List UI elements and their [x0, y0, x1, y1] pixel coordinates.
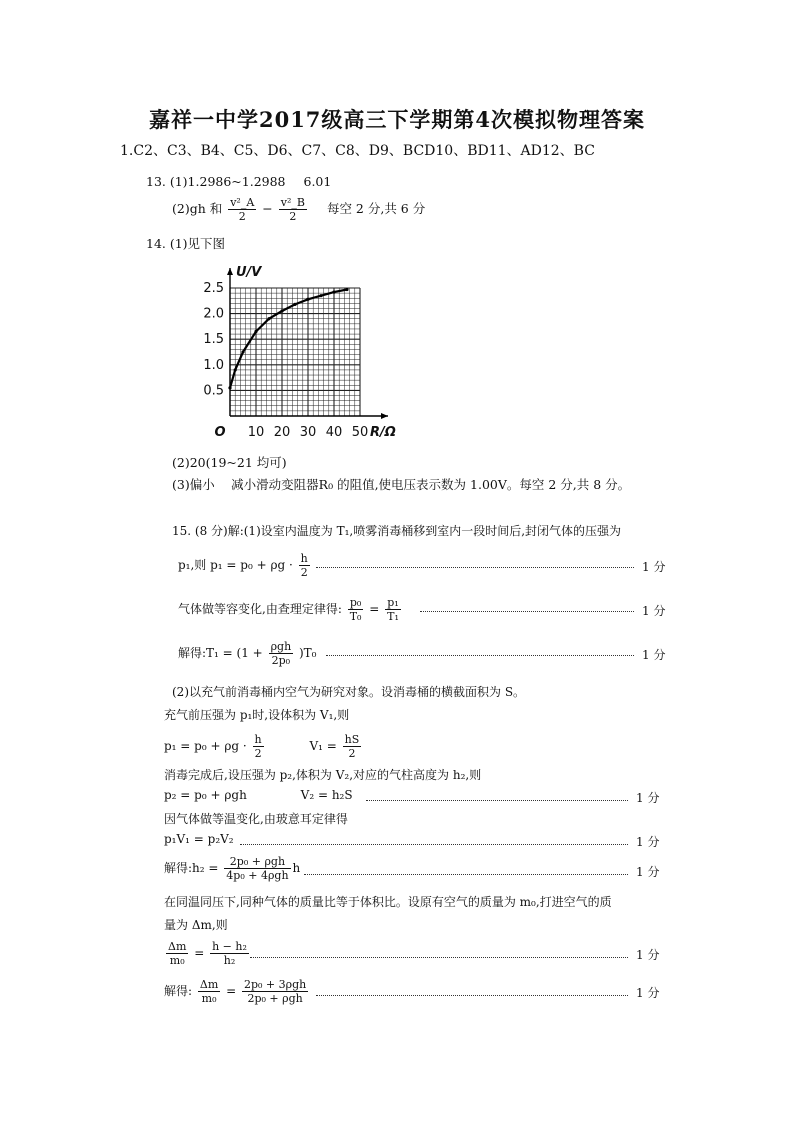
q15-line16-b-den: 2p₀ + ρgh [247, 992, 303, 1005]
q15-line2-den: 2 [300, 566, 308, 579]
q13-part1-value: 6.01 [303, 174, 332, 189]
q15-line15-equals: = [194, 946, 205, 960]
q15-line2-num: h [300, 552, 308, 565]
leader-dots [240, 844, 628, 845]
x-tick-label: 20 [273, 425, 291, 440]
q15-line7-v-fraction [343, 733, 362, 760]
q15-line14: 量为 Δm,则 [164, 918, 228, 932]
leader-dots [316, 567, 634, 568]
q13-fraction-b-den: 2 [289, 210, 297, 223]
q15-line5: (2)以充气前消毒桶内空气为研究对象。设消毒桶的横截面积为 S。 [172, 685, 526, 699]
origin-label: O [214, 425, 226, 440]
x-tick-label: 40 [325, 425, 343, 440]
q15-line7-num: h [254, 733, 262, 746]
q15-line3-a-den: T₀ [349, 610, 362, 623]
q15-line16-fraction-a [198, 978, 220, 1005]
q13-part1-label: 13. (1)1.2986~1.2988 [146, 174, 286, 189]
q15-line4 [178, 640, 316, 667]
q15-line12-num: 2p₀ + ρgh [224, 855, 290, 869]
q15-line9 [164, 788, 353, 802]
q13-fraction-a-den: 2 [238, 210, 246, 223]
point-label: 1 分 [642, 648, 666, 662]
q15-line2 [178, 552, 312, 579]
q15-line12-fraction [224, 855, 290, 882]
x-tick-label: 30 [299, 425, 317, 440]
q15-line3-fraction-a [348, 596, 364, 623]
q13-minus: − [262, 201, 273, 216]
q15-line15-fraction-a [166, 940, 188, 967]
q15-line8: 消毒完成后,设压强为 p₂,体积为 V₂,对应的气柱高度为 h₂,则 [164, 768, 482, 782]
q13-fraction-a [228, 196, 256, 223]
q15-line7-den: 2 [254, 747, 262, 760]
q15-line7-v-den: 2 [348, 747, 356, 760]
q15-line10: 因气体做等温变化,由玻意耳定律得 [164, 812, 348, 826]
point-label: 1 分 [636, 865, 660, 879]
data-point [332, 290, 335, 293]
q13-part2-prefix: (2)gh 和 [172, 201, 223, 216]
data-point [280, 309, 283, 312]
data-point [319, 294, 322, 297]
data-point [241, 350, 244, 353]
y-tick-label: 1.0 [203, 357, 224, 373]
y-tick-label: 1.5 [203, 332, 224, 348]
q15-line3-b-num: p₁ [385, 596, 401, 610]
q15-line2-prefix: p₁,则 p₁ = p₀ + ρg · [178, 558, 293, 572]
data-point [306, 298, 309, 301]
q15-line7 [164, 733, 363, 760]
q14-part1: 14. (1)见下图 [146, 236, 226, 251]
q15-line3-fraction-b [385, 596, 401, 623]
leader-dots [304, 874, 628, 875]
q15-line15-b-den: h₂ [223, 954, 236, 967]
y-tick-label: 2.5 [203, 281, 224, 296]
q15-line16-a-den: m₀ [201, 992, 217, 1005]
q15-line4-suffix: )T₀ [298, 646, 317, 660]
q15-line16-fraction-b [242, 978, 308, 1005]
q13-score: 每空 2 分,共 6 分 [326, 201, 426, 216]
x-tick-label: 10 [247, 425, 265, 440]
u-r-chart [196, 256, 416, 446]
q15-line7-fraction [253, 733, 264, 760]
leader-dots [366, 800, 628, 801]
q15-line6: 充气前压强为 p₁时,设体积为 V₁,则 [164, 708, 350, 722]
leader-dots [316, 995, 628, 996]
q15-line7-prefix: p₁ = p₀ + ρg · [164, 739, 247, 753]
q15-line3-b-den: T₁ [387, 610, 399, 623]
q15-line1: 15. (8 分)解:(1)设室内温度为 T₁,喷雾消毒桶移到室内一段时间后,封闭气体的压强为 [172, 524, 622, 538]
q15-line7-v-num: hS [344, 733, 360, 746]
q15-line4-prefix: 解得:T₁ = (1 + [178, 646, 263, 660]
q15-line2-fraction [299, 552, 310, 579]
q15-line9-a: p₂ = p₀ + ρgh [164, 788, 247, 802]
x-tick-label: 50 [351, 425, 369, 440]
q15-line16-equals: = [226, 984, 237, 998]
q15-line3-equals: = [369, 602, 380, 616]
leader-dots [250, 957, 628, 958]
q13-part2 [172, 196, 425, 223]
q15-line3-a-num: p₀ [348, 596, 364, 610]
point-label: 1 分 [636, 948, 660, 962]
q15-line16-a-num: Δm [199, 978, 219, 991]
q15-line3-prefix: 气体做等容变化,由查理定律得: [178, 602, 342, 616]
x-axis-arrow [381, 413, 388, 419]
q15-line15-b-num: h − h₂ [212, 940, 247, 953]
leader-dots [420, 611, 634, 612]
multiple-choice-answers: 1.C2、C3、B4、C5、D6、C7、C8、D9、BCD10、BD11、AD12、BC [120, 143, 595, 159]
q15-line7-v: V₁ = [309, 739, 337, 753]
data-point [293, 303, 296, 306]
point-label: 1 分 [636, 835, 660, 849]
data-point [228, 386, 231, 389]
y-tick-label: 0.5 [203, 383, 224, 399]
data-point [267, 317, 270, 320]
y-tick-label: 2.0 [203, 306, 224, 322]
point-label: 1 分 [636, 791, 660, 805]
q14-part3: (3)偏小 减小滑动变阻器R₀ 的阻值,使电压表示数为 1.00V。每空 2 分,共 8 分。 [172, 477, 631, 492]
q15-line15-a-num: Δm [168, 940, 187, 953]
q15-line16 [164, 978, 310, 1005]
q15-line4-num: ρgh [270, 640, 292, 653]
y-axis-label: U/V [236, 265, 262, 280]
q15-line12 [164, 855, 300, 882]
leader-dots [326, 655, 634, 656]
point-label: 1 分 [642, 604, 666, 618]
q15-line12-suffix: h [292, 861, 301, 875]
q15-line13: 在同温同压下,同种气体的质量比等于体积比。设原有空气的质量为 m₀,打进空气的质 [164, 895, 612, 909]
point-label: 1 分 [636, 986, 660, 1000]
q15-line3 [178, 596, 403, 623]
q15-line15-a-den: m₀ [169, 954, 185, 967]
q14-part2: (2)20(19~21 均可) [172, 455, 287, 470]
q15-line11: p₁V₁ = p₂V₂ [164, 832, 234, 846]
x-axis-label: R/Ω [370, 425, 396, 440]
q15-line12-prefix: 解得:h₂ = [164, 861, 219, 875]
q13-part1 [146, 174, 331, 189]
page-title: 嘉祥一中学2017级高三下学期第4次模拟物理答案 [148, 107, 646, 132]
q15-line15-fraction-b [210, 940, 249, 967]
q15-line16-b-num: 2p₀ + 3ρgh [243, 978, 307, 991]
q15-line4-den: 2p₀ [271, 654, 291, 667]
data-point [234, 368, 237, 371]
q15-line4-fraction [269, 640, 294, 667]
q13-fraction-b-num: v²_B [280, 196, 305, 209]
data-point [345, 288, 348, 291]
point-label: 1 分 [642, 560, 666, 574]
q13-fraction-b [279, 196, 307, 223]
q15-line12-den: 4p₀ + 4ρgh [226, 869, 289, 882]
data-point [254, 330, 257, 333]
q13-fraction-a-num: v²_A [230, 196, 255, 209]
q15-line16-prefix: 解得: [164, 984, 193, 998]
q15-line9-b: V₂ = h₂S [300, 788, 353, 802]
q15-line15 [164, 940, 251, 967]
y-axis-arrow [227, 268, 233, 275]
